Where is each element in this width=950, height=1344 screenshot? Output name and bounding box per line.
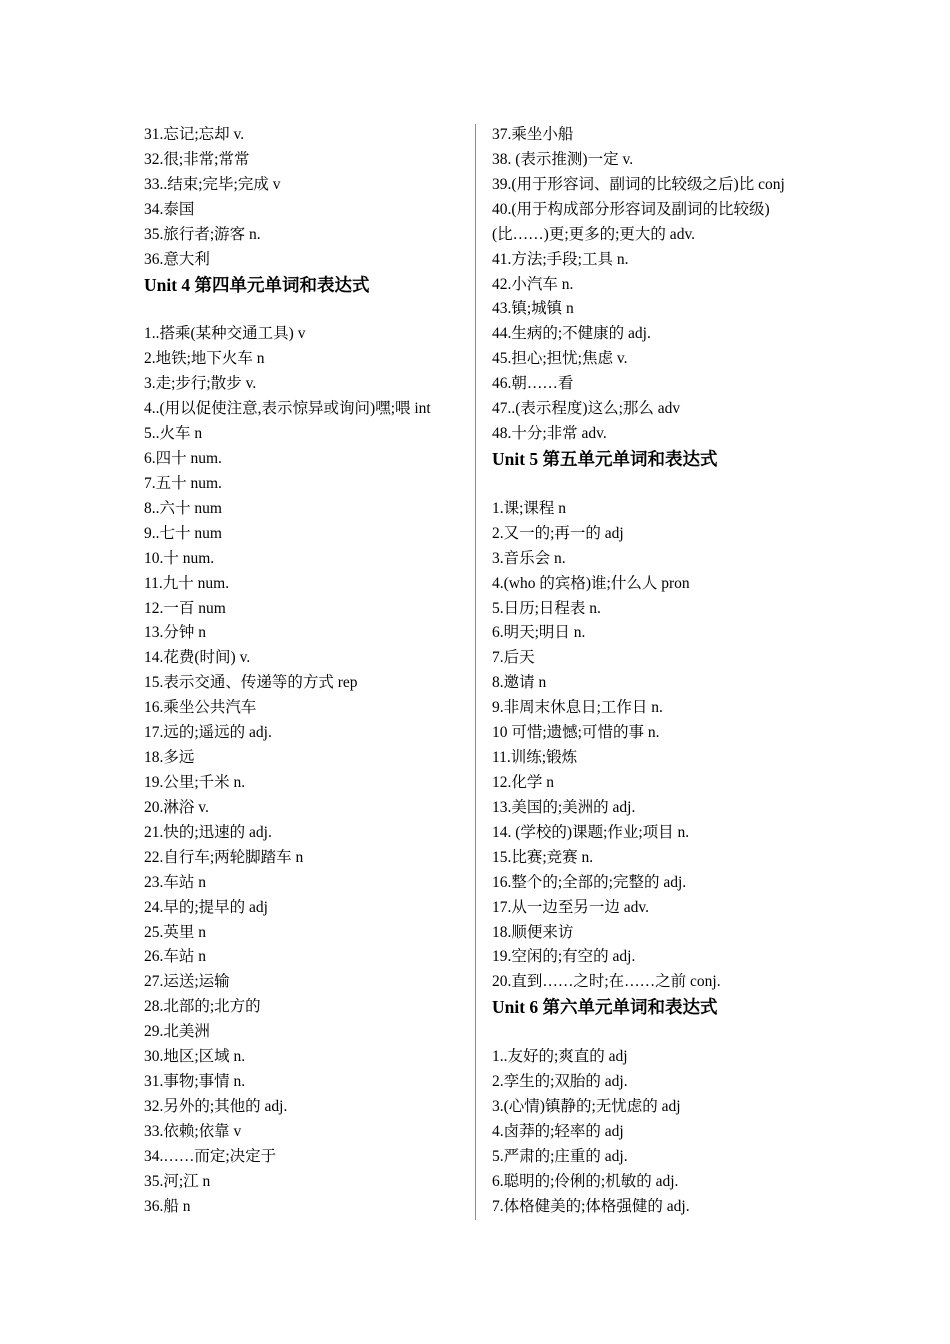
unit-heading: Unit 5 第五单元单词和表达式 (492, 449, 718, 470)
vocab-entry: 30.地区;区域 n. (144, 1048, 246, 1066)
vocab-entry: 31.事物;事情 n. (144, 1073, 246, 1091)
vocab-entry: 5.日历;日程表 n. (492, 599, 601, 617)
vocab-entry: 3.音乐会 n. (492, 549, 566, 567)
vocab-entry: 44.生病的;不健康的 adj. (492, 325, 651, 343)
vocab-entry: 10 可惜;遗憾;可惜的事 n. (492, 724, 660, 742)
vocab-entry: 20.淋浴 v. (144, 798, 209, 816)
vocab-entry: 2.地铁;地下火车 n (144, 350, 265, 368)
vocab-entry: 18.顺便来访 (492, 923, 574, 941)
vocab-entry: 48.十分;非常 adv. (492, 425, 607, 443)
vocab-entry: 6.四十 num. (144, 449, 222, 467)
vocab-entry: 6.明天;明日 n. (492, 624, 586, 642)
blank-line (492, 1020, 822, 1045)
vocab-entry: 5..火车 n (144, 425, 203, 443)
vocab-entry: 28.北部的;北方的 (144, 998, 261, 1016)
vocab-entry: 24.早的;提早的 adj (144, 898, 268, 916)
vocab-entry: 22.自行车;两轮脚踏车 n (144, 848, 304, 866)
unit-heading: Unit 4 第四单元单词和表达式 (144, 274, 370, 295)
vocab-entry: 17.远的;遥远的 adj. (144, 724, 272, 742)
vocab-entry: 4.(who 的宾格)谁;什么人 pron (492, 574, 690, 592)
vocab-entry: 46.朝……看 (492, 375, 574, 393)
vocab-entry: 1..友好的;爽直的 adj (492, 1048, 628, 1066)
vocab-entry: 15.比赛;竞赛 n. (492, 848, 594, 866)
vocab-entry: 7.后天 (492, 649, 535, 667)
vocab-entry: 1..搭乘(某种交通工具) v (144, 325, 306, 343)
vocab-entry: 2.又一的;再一的 adj (492, 524, 624, 542)
vocab-entry: 33..结束;完毕;完成 v (144, 175, 281, 193)
vocab-entry: 1.课;课程 n (492, 499, 567, 517)
vocab-entry: 39.(用于形容词、副词的比较级之后)比 conj (492, 175, 785, 193)
vocab-entry: 9.非周末休息日;工作日 n. (492, 699, 663, 717)
vocab-entry: 25.英里 n (144, 923, 207, 941)
vocab-entry: 41.方法;手段;工具 n. (492, 250, 629, 268)
vocab-entry: 3.(心情)镇静的;无忧虑的 adj (492, 1097, 681, 1115)
vocab-entry: 18.多远 (144, 749, 195, 767)
vocab-entry: 36.船 n (144, 1197, 191, 1215)
vocab-entry: 42.小汽车 n. (492, 275, 574, 293)
vocab-entry: 21.快的;迅速的 adj. (144, 823, 272, 841)
vocab-entry: 8..六十 num (144, 499, 222, 517)
vocab-entry: 37.乘坐小船 (492, 126, 574, 143)
vocab-entry: 32.另外的;其他的 adj. (144, 1097, 288, 1115)
vocab-entry: 19.空闲的;有空的 adj. (492, 948, 636, 966)
vocab-entry: 35.旅行者;游客 n. (144, 225, 261, 243)
vocab-entry: 4..(用以促使注意,表示惊异或询问)嘿;喂 int (144, 400, 431, 418)
vocab-entry: 13.美国的;美洲的 adj. (492, 798, 636, 816)
vocab-entry: 16.乘坐公共汽车 (144, 699, 257, 717)
vocab-entry: 17.从一边至另一边 adv. (492, 898, 649, 916)
vocab-entry: 38. (表示推测)一定 v. (492, 150, 634, 168)
vocab-entry: 35.河;江 n (144, 1172, 211, 1190)
column-divider (475, 124, 476, 1220)
vocab-entry: 5.严肃的;庄重的 adj. (492, 1147, 628, 1165)
blank-line (492, 472, 822, 497)
unit-heading: Unit 6 第六单元单词和表达式 (492, 997, 718, 1018)
vocab-entry: 3.走;步行;散步 v. (144, 375, 257, 393)
vocab-entry: 15.表示交通、传递等的方式 rep (144, 674, 358, 692)
vocab-entry: 12.一百 num (144, 599, 226, 617)
vocab-entry: 20.直到……之时;在……之前 conj. (492, 973, 721, 991)
vocab-entry: 14.花费(时间) v. (144, 649, 251, 667)
vocab-entry: 19.公里;千米 n. (144, 773, 246, 791)
vocab-entry: 47..(表示程度)这么;那么 adv (492, 400, 681, 418)
vocab-entry: 4.卤莽的;轻率的 adj (492, 1122, 624, 1140)
vocab-entry: 10.十 num. (144, 549, 215, 567)
vocab-entry: 2.孪生的;双胎的 adj. (492, 1073, 628, 1091)
vocab-entry: 33.依赖;依靠 v (144, 1122, 242, 1140)
vocab-entry: 32.很;非常;常常 (144, 150, 250, 168)
vocab-entry: 36.意大利 (144, 250, 210, 268)
left-column (144, 123, 466, 1220)
vocab-entry: 7.五十 num. (144, 474, 222, 492)
vocab-entry: 14. (学校的)课题;作业;项目 n. (492, 823, 690, 841)
blank-line (144, 297, 466, 322)
right-column (492, 123, 822, 1220)
vocab-entry: 7.体格健美的;体格强健的 adj. (492, 1197, 690, 1215)
vocab-entry: 12.化学 n (492, 774, 555, 791)
vocab-entry: 45.担心;担忧;焦虑 v. (492, 350, 628, 368)
vocab-entry: 43.镇;城镇 n (492, 300, 574, 318)
vocab-entry: 13.分钟 n (144, 624, 207, 642)
vocab-entry: 11.训练;锻炼 (492, 749, 578, 767)
vocab-entry: 34.……而定;决定于 (144, 1147, 277, 1165)
vocab-entry: 29.北美洲 (144, 1023, 210, 1041)
vocab-entry: 9..七十 num (144, 524, 222, 542)
vocab-entry: 23.车站 n (144, 873, 207, 891)
vocab-entry: 34.泰国 (144, 200, 195, 218)
vocab-entry: 16.整个的;全部的;完整的 adj. (492, 873, 687, 891)
vocab-entry: 40.(用于构成部分形容词及副词的比较级)(比……)更;更多的;更大的 adv. (492, 200, 770, 243)
vocab-entry: 31.忘记;忘却 v. (144, 126, 245, 143)
vocab-entry: 26.车站 n (144, 948, 207, 966)
vocab-entry: 11.九十 num. (144, 574, 230, 592)
vocab-entry: 27.运送;运输 (144, 973, 230, 991)
vocab-entry: 6.聪明的;伶俐的;机敏的 adj. (492, 1172, 679, 1190)
vocab-entry: 8.邀请 n (492, 674, 547, 692)
